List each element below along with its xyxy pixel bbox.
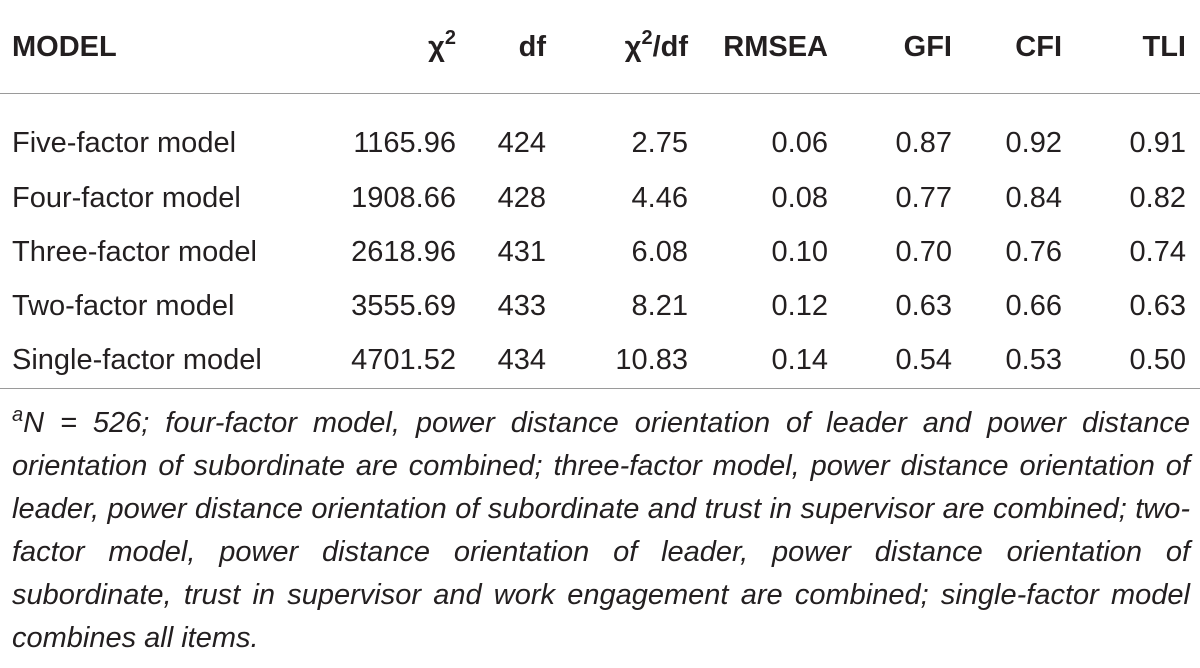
header-model: MODEL [12, 30, 117, 63]
cell-chi2df: 4.46 [631, 181, 688, 214]
cell-gfi: 0.63 [895, 289, 952, 322]
cell-tli: 0.91 [1129, 126, 1186, 159]
cell-gfi: 0.54 [895, 343, 952, 376]
table-header [0, 0, 1200, 93]
table-row [0, 171, 1200, 225]
table-footnote [12, 402, 1190, 660]
cell-tli: 0.63 [1129, 289, 1186, 322]
cell-chi2: 3555.69 [351, 289, 456, 322]
header-cfi: CFI [1015, 30, 1062, 63]
cell-rmsea: 0.08 [771, 181, 828, 214]
cell-model: Five-factor model [12, 126, 237, 159]
cell-tli: 0.50 [1129, 343, 1186, 376]
cell-chi2: 1908.66 [351, 181, 456, 214]
cell-rmsea: 0.12 [771, 289, 828, 322]
header-chi2-symbol: χ [428, 30, 445, 63]
cell-chi2df: 10.83 [615, 343, 688, 376]
cell-cfi: 0.76 [1005, 235, 1062, 268]
header-row [0, 0, 1200, 93]
header-chi2-sup: 2 [444, 26, 456, 49]
cell-chi2: 4701.52 [351, 343, 456, 376]
cell-df: 433 [497, 289, 546, 322]
cell-chi2df: 2.75 [631, 126, 688, 159]
footnote-text: N = 526; four-factor model, power distance orientation of leader and power distance orientation of subordinate are combined; three-factor model, power distance orientation of leader, power distance orientation of subordinate and trust in supervisor are combined; two-factor model, power distance orientation of leader, power distance orientation of subordinate, trust in supervisor and work engagement are combined; single-factor model combines all items. [12, 407, 1190, 654]
table-row [0, 93, 1200, 171]
cell-gfi: 0.77 [895, 181, 952, 214]
cell-rmsea: 0.10 [771, 235, 828, 268]
cell-cfi: 0.92 [1005, 126, 1062, 159]
table-bottom-rule [0, 388, 1200, 389]
cell-rmsea: 0.14 [771, 343, 828, 376]
header-gfi: GFI [903, 30, 952, 63]
header-chi2 [318, 0, 456, 93]
table-row [0, 225, 1200, 279]
cell-model: Two-factor model [12, 289, 235, 322]
table-row [0, 279, 1200, 333]
cell-cfi: 0.53 [1005, 343, 1062, 376]
header-tli: TLI [1142, 30, 1186, 63]
cell-chi2df: 6.08 [631, 235, 688, 268]
cell-gfi: 0.87 [895, 126, 952, 159]
cell-chi2df: 8.21 [631, 289, 688, 322]
header-chi2-df [546, 0, 688, 93]
cell-tli: 0.74 [1129, 235, 1186, 268]
cell-df: 431 [497, 235, 546, 268]
table-row [0, 333, 1200, 387]
cell-cfi: 0.66 [1005, 289, 1062, 322]
cell-rmsea: 0.06 [771, 126, 828, 159]
header-df: df [518, 30, 546, 63]
cell-model: Three-factor model [12, 235, 257, 268]
cell-df: 434 [497, 343, 546, 376]
cell-model: Single-factor model [12, 343, 262, 376]
header-chi2df-sup: 2 [641, 26, 653, 49]
header-chi2df-symbol: χ [624, 30, 642, 63]
cell-chi2: 1165.96 [353, 126, 456, 159]
cell-model: Four-factor model [12, 181, 241, 214]
cell-tli: 0.82 [1129, 181, 1186, 214]
header-rmsea: RMSEA [723, 30, 828, 63]
cell-gfi: 0.70 [895, 235, 952, 268]
header-chi2df-suffix: /df [652, 30, 688, 63]
cell-cfi: 0.84 [1005, 181, 1062, 214]
cell-df: 424 [497, 126, 546, 159]
footnote-marker: a [12, 404, 24, 426]
cell-chi2: 2618.96 [351, 235, 456, 268]
table-body [0, 93, 1200, 387]
cell-df: 428 [497, 181, 546, 214]
